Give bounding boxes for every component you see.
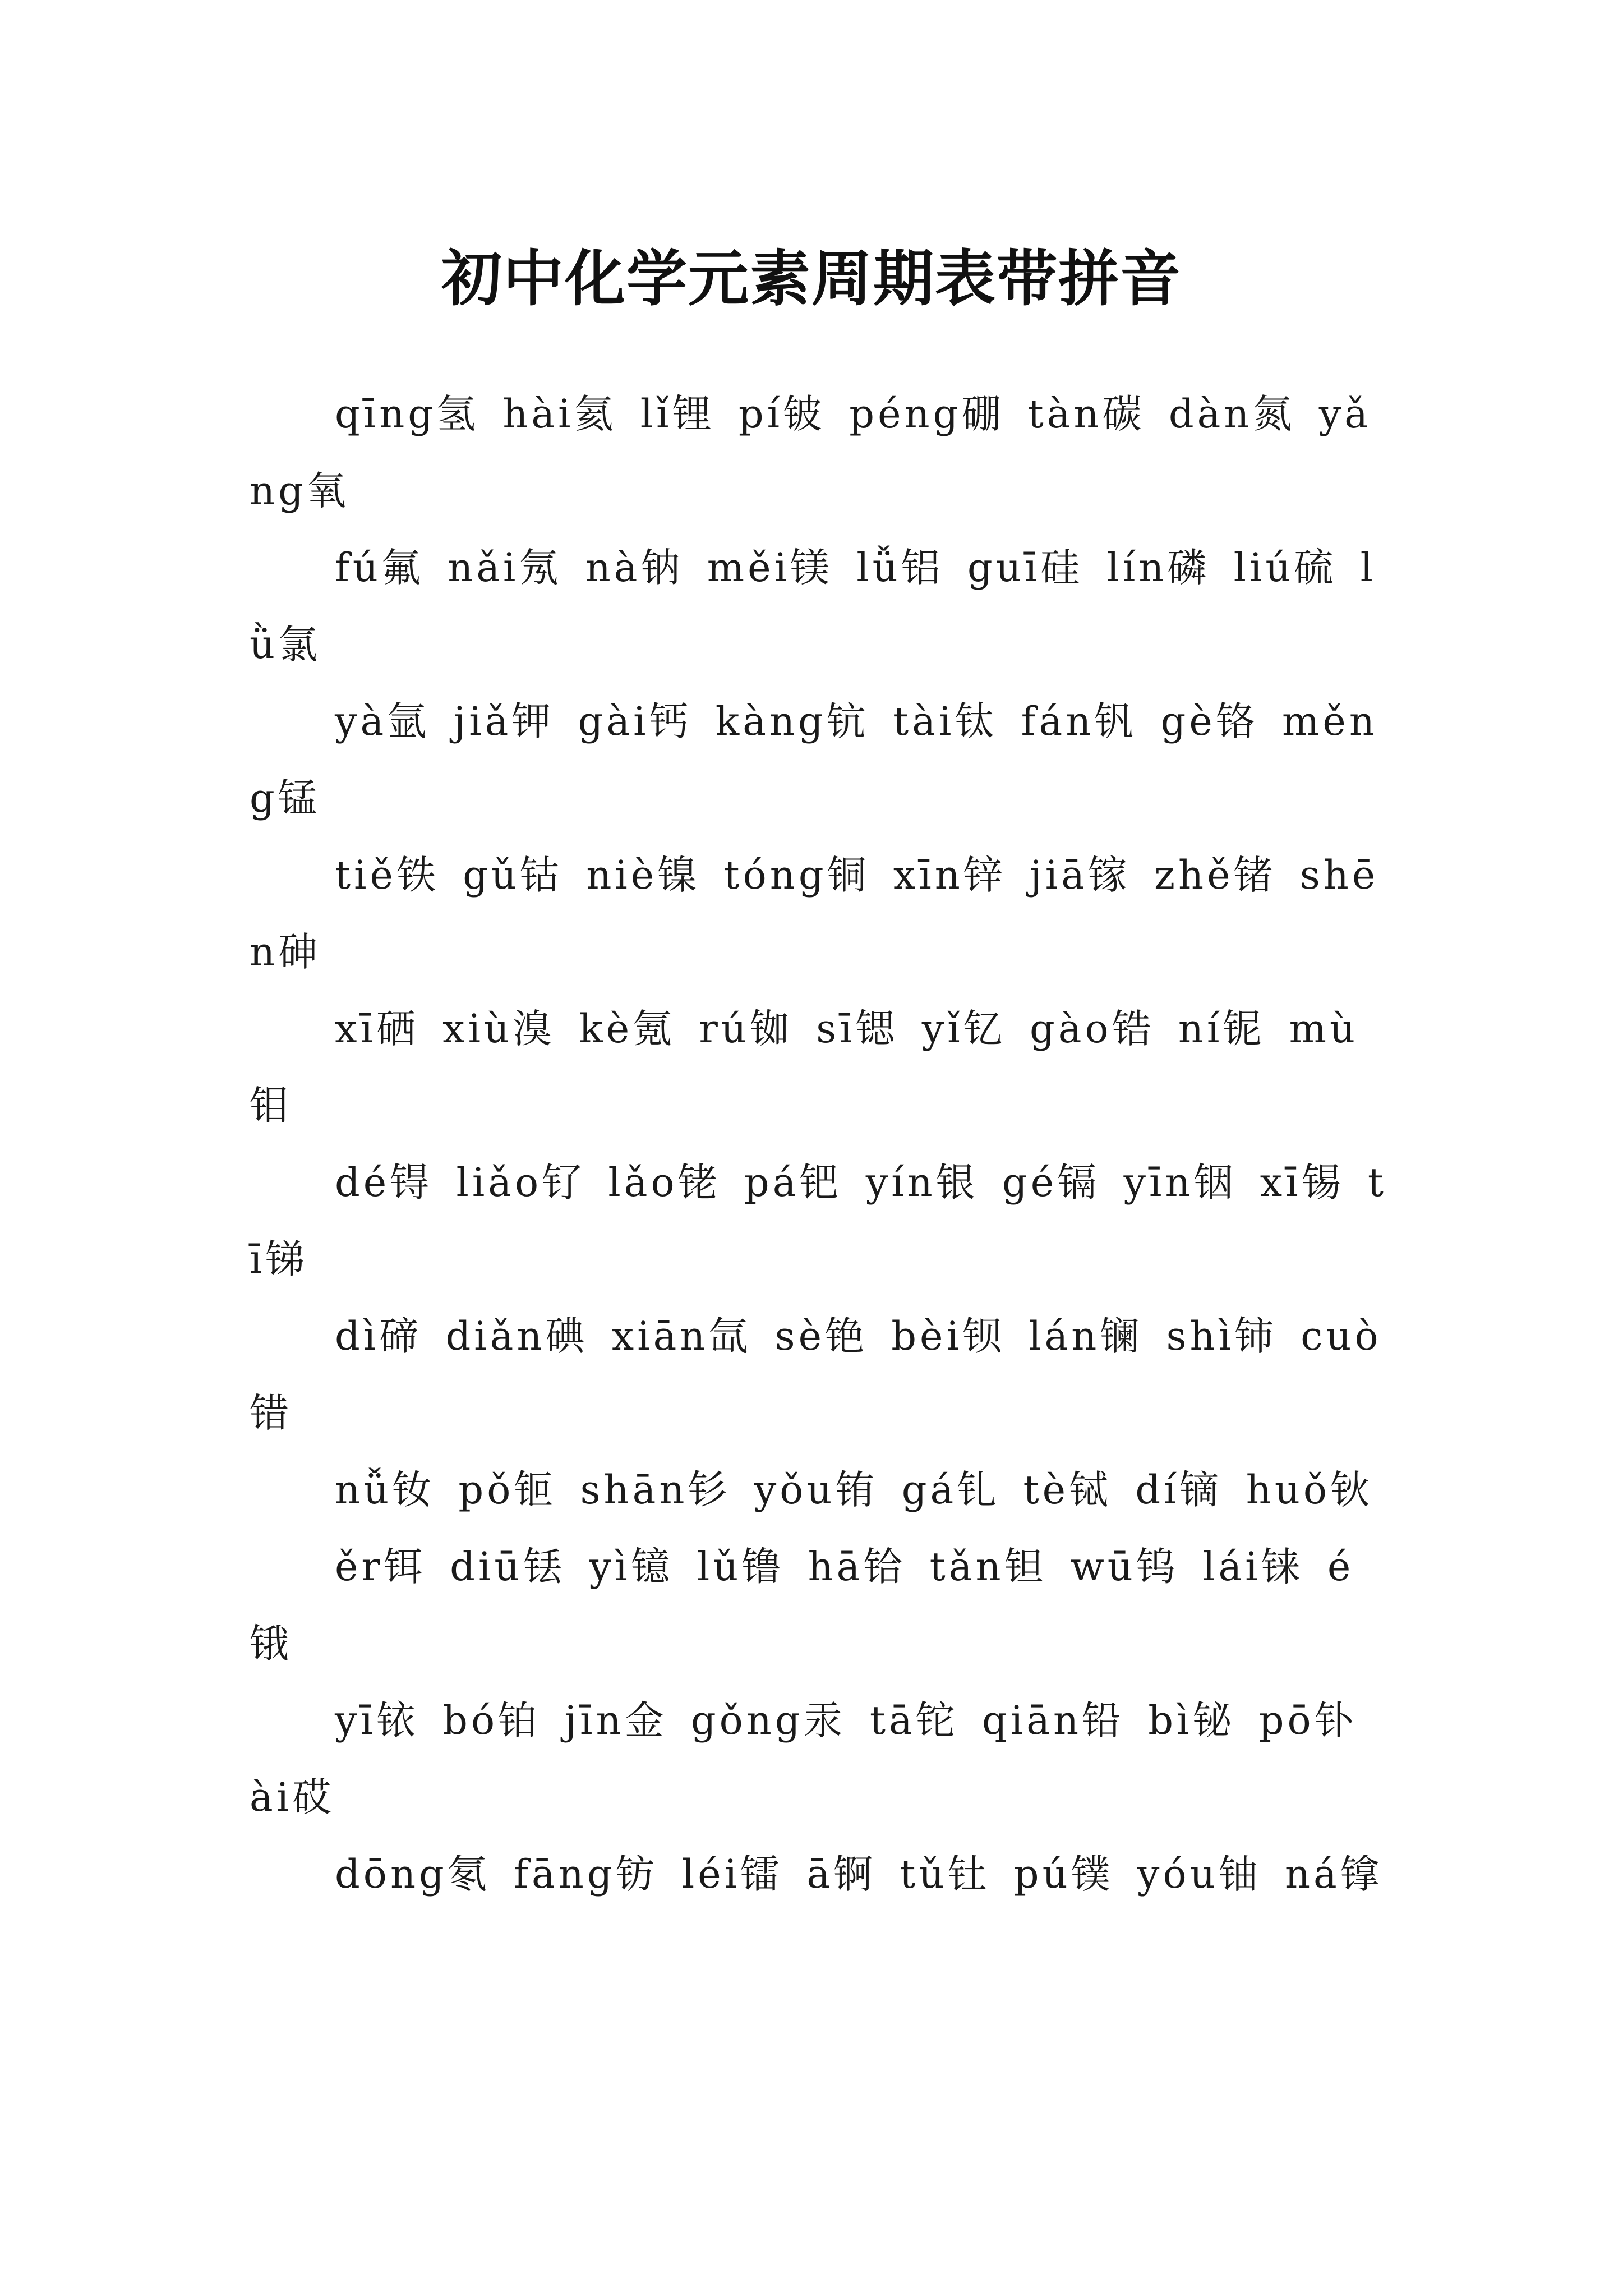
page-title: 初中化学元素周期表带拼音	[441, 243, 1182, 315]
element-paragraph: nǚ钕 pǒ钷 shān钐 yǒu铕 gá钆 tè铽 dí镝 huǒ钬	[335, 1467, 1373, 1513]
element-paragraph: dōng氡 fāng钫 léi镭 ā锕 tǔ钍 pú镤 yóu铀 ná镎	[335, 1851, 1383, 1897]
element-paragraph: dì碲 diǎn碘 xiān氙 sè铯 bèi钡 lán镧 shì铈 cuò错	[250, 1313, 1382, 1436]
element-paragraph: tiě铁 gǔ钴 niè镍 tóng铜 xīn锌 jiā镓 zhě锗 shēn砷	[250, 852, 1379, 975]
element-paragraph: xī硒 xiù溴 kè氪 rú铷 sī锶 yǐ钇 gào锆 ní铌 mù钼	[250, 1006, 1359, 1129]
element-list	[250, 376, 1388, 1913]
element-paragraph: dé锝 liǎo钌 lǎo铑 pá钯 yín银 gé镉 yīn铟 xī锡 tī锑	[250, 1159, 1387, 1282]
element-paragraph: qīng氢 hài氦 lǐ锂 pí铍 péng硼 tàn碳 dàn氮 yǎng氧	[250, 391, 1372, 514]
element-paragraph: fú氟 nǎi氖 nà钠 měi镁 lǚ铝 guī硅 lín磷 liú硫 lǜ氯	[250, 545, 1377, 668]
element-paragraph: yī铱 bó铂 jīn金 gǒng汞 tā铊 qiān铅 bì铋 pō钋 ài砹	[250, 1697, 1357, 1820]
element-paragraph: ěr铒 diū铥 yì镱 lǔ镥 hā铪 tǎn钽 wū钨 lái铼 é锇	[250, 1544, 1354, 1667]
element-paragraph: yà氩 jiǎ钾 gài钙 kàng钪 tài钛 fán钒 gè铬 měng锰	[250, 698, 1378, 821]
